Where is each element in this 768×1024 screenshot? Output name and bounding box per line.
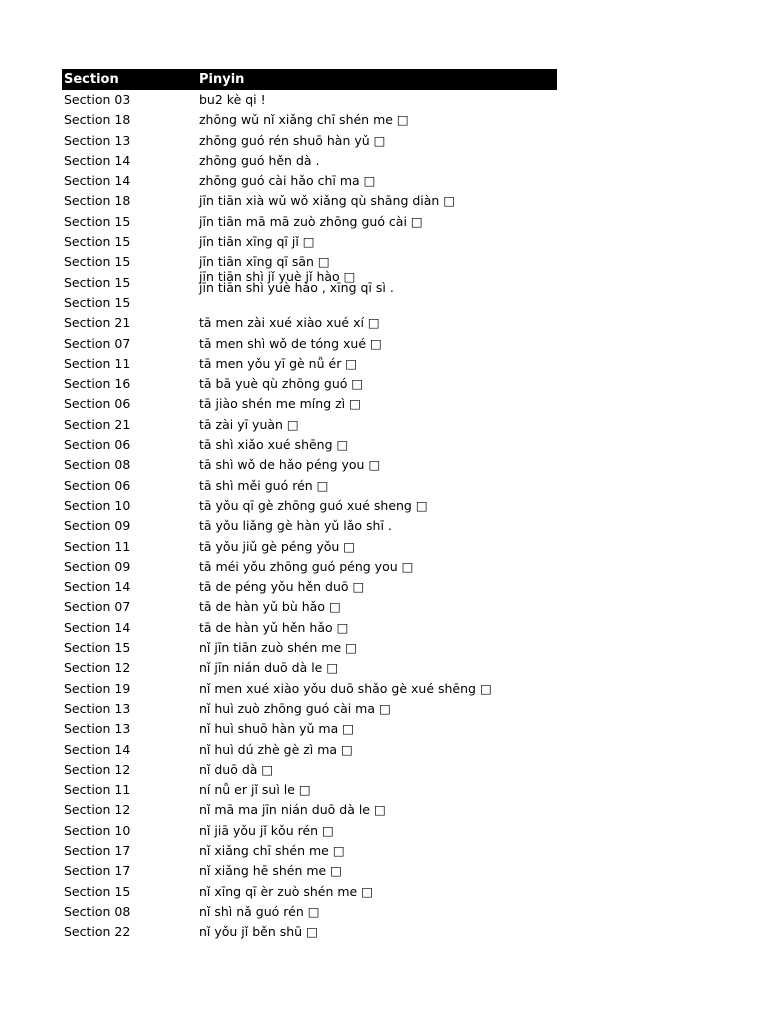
section-cell: Section 15 xyxy=(64,883,131,899)
table-row[interactable] xyxy=(62,171,557,191)
table-row[interactable] xyxy=(62,354,557,374)
section-cell: Section 14 xyxy=(64,152,131,168)
table-row[interactable] xyxy=(62,922,557,942)
table-row[interactable] xyxy=(62,780,557,800)
section-cell: Section 15 xyxy=(64,274,131,290)
table-row[interactable] xyxy=(62,597,557,617)
table-row[interactable] xyxy=(62,679,557,699)
section-column-header[interactable]: Section xyxy=(64,72,119,87)
section-cell: Section 11 xyxy=(64,782,131,798)
section-cell: Section 10 xyxy=(64,822,131,838)
table-row[interactable] xyxy=(62,699,557,719)
section-cell: Section 12 xyxy=(64,660,131,676)
pinyin-cell: nǐ mā ma jīn nián duō dà le □ xyxy=(199,802,386,818)
section-cell: Section 14 xyxy=(64,173,131,189)
pinyin-cell: tā bā yuè qù zhōng guó □ xyxy=(199,376,364,392)
table-row[interactable] xyxy=(62,334,557,354)
section-cell: Section 08 xyxy=(64,457,131,473)
section-cell: Section 13 xyxy=(64,700,131,716)
section-cell: Section 08 xyxy=(64,903,131,919)
pinyin-cell: jīn tiān shì yuè hào , xīng qī sì . xyxy=(199,279,394,295)
pinyin-cell: jīn tiān mā mā zuò zhōng guó cài □ xyxy=(199,213,423,229)
pinyin-cell: nǐ duō dà □ xyxy=(199,761,274,777)
table-row[interactable] xyxy=(62,577,557,597)
table-row[interactable] xyxy=(62,861,557,881)
pinyin-cell: tā men shì wǒ de tóng xué □ xyxy=(199,335,382,351)
section-cell: Section 15 xyxy=(64,213,131,229)
table-row[interactable] xyxy=(62,90,557,110)
pinyin-cell: tā jiào shén me míng zì □ xyxy=(199,396,361,412)
table-row[interactable] xyxy=(62,279,557,313)
pinyin-cell: nǐ men xué xiào yǒu duō shǎo gè xué shēng □ xyxy=(199,680,492,696)
section-cell: Section 07 xyxy=(64,335,131,351)
pinyin-cell: tā zài yī yuàn □ xyxy=(199,416,299,432)
table-row[interactable] xyxy=(62,455,557,475)
table-row[interactable] xyxy=(62,232,557,252)
pinyin-cell: tā yǒu jiǔ gè péng yǒu □ xyxy=(199,538,356,554)
section-cell: Section 06 xyxy=(64,437,131,453)
pinyin-cell: zhōng guó cài hǎo chī ma □ xyxy=(199,173,376,189)
pinyin-cell: tā méi yǒu zhōng guó péng you □ xyxy=(199,558,414,574)
section-cell: Section 15 xyxy=(64,294,131,310)
pinyin-cell: tā yǒu qī gè zhōng guó xué sheng □ xyxy=(199,497,428,513)
section-cell: Section 18 xyxy=(64,112,131,128)
table-row[interactable] xyxy=(62,496,557,516)
section-cell: Section 11 xyxy=(64,355,131,371)
table-row[interactable] xyxy=(62,476,557,496)
pinyin-cell: tā men yǒu yī gè nǚ ér □ xyxy=(199,355,358,371)
table-row[interactable] xyxy=(62,821,557,841)
table-row[interactable] xyxy=(62,557,557,577)
section-cell: Section 18 xyxy=(64,193,131,209)
section-cell: Section 22 xyxy=(64,924,131,940)
pinyin-cell: zhōng guó hěn dà . xyxy=(199,152,320,168)
section-cell: Section 12 xyxy=(64,802,131,818)
pinyin-cell: jīn tiān xià wǔ wǒ xiǎng qù shāng diàn □ xyxy=(199,193,456,209)
section-cell: Section 17 xyxy=(64,863,131,879)
section-cell: Section 21 xyxy=(64,416,131,432)
section-cell: Section 16 xyxy=(64,376,131,392)
section-cell: Section 09 xyxy=(64,518,131,534)
pinyin-cell: nǐ huì dú zhè gè zì ma □ xyxy=(199,741,353,757)
pinyin-cell: tā de hàn yǔ hěn hǎo □ xyxy=(199,619,349,635)
pinyin-cell: nǐ huì zuò zhōng guó cài ma □ xyxy=(199,700,391,716)
pinyin-column-header[interactable]: Pinyin xyxy=(199,72,245,87)
pinyin-cell: zhōng wǔ nǐ xiǎng chī shén me □ xyxy=(199,112,409,128)
section-cell: Section 21 xyxy=(64,315,131,331)
section-cell: Section 14 xyxy=(64,579,131,595)
section-cell: Section 15 xyxy=(64,254,131,270)
section-cell: Section 06 xyxy=(64,396,131,412)
section-cell: Section 06 xyxy=(64,477,131,493)
section-cell: Section 15 xyxy=(64,640,131,656)
pinyin-cell: nǐ xiǎng hē shén me □ xyxy=(199,863,342,879)
table-row[interactable] xyxy=(62,516,557,536)
pinyin-cell: tā shì měi guó rén □ xyxy=(199,477,329,493)
table-row[interactable] xyxy=(62,435,557,455)
table-row[interactable] xyxy=(62,658,557,678)
section-cell: Section 15 xyxy=(64,234,131,250)
table-row[interactable] xyxy=(62,151,557,171)
section-cell: Section 17 xyxy=(64,842,131,858)
section-cell: Section 13 xyxy=(64,721,131,737)
pinyin-cell: tā de hàn yǔ bù hǎo □ xyxy=(199,599,341,615)
pinyin-cell: zhōng guó rén shuō hàn yǔ □ xyxy=(199,132,386,148)
section-cell: Section 12 xyxy=(64,761,131,777)
section-cell: Section 14 xyxy=(64,741,131,757)
header-row xyxy=(62,69,557,90)
table-row[interactable] xyxy=(62,394,557,414)
pinyin-cell: nǐ jīn tiān zuò shén me □ xyxy=(199,640,357,656)
pinyin-cell: nǐ xīng qī èr zuò shén me □ xyxy=(199,883,374,899)
table-row[interactable] xyxy=(62,110,557,130)
table-row[interactable] xyxy=(62,212,557,232)
table-row[interactable] xyxy=(62,760,557,780)
table-row[interactable] xyxy=(62,191,557,211)
pinyin-cell: tā de péng yǒu hěn duō □ xyxy=(199,579,365,595)
section-cell: Section 11 xyxy=(64,538,131,554)
section-cell: Section 13 xyxy=(64,132,131,148)
pinyin-cell: jīn tiān xīng qī jǐ □ xyxy=(199,234,315,250)
section-cell: Section 09 xyxy=(64,558,131,574)
table-row[interactable] xyxy=(62,374,557,394)
table-row[interactable] xyxy=(62,719,557,739)
pinyin-cell: tā yǒu liǎng gè hàn yǔ lǎo shī . xyxy=(199,518,392,534)
pinyin-cell: nǐ yǒu jǐ běn shū □ xyxy=(199,924,318,940)
table-row[interactable] xyxy=(62,618,557,638)
section-cell: Section 10 xyxy=(64,497,131,513)
pinyin-cell: tā men zài xué xiào xué xí □ xyxy=(199,315,380,331)
pinyin-cell: jīn tiān shì jǐ yuè jǐ hào □ xyxy=(199,268,356,284)
pinyin-cell: ní nǚ er jǐ suì le □ xyxy=(199,782,311,798)
table-row[interactable] xyxy=(62,638,557,658)
table-row[interactable] xyxy=(62,882,557,902)
pinyin-cell: nǐ jiā yǒu jǐ kǒu rén □ xyxy=(199,822,334,838)
pinyin-cell: jīn tiān xīng qī sān □ xyxy=(199,254,330,270)
table-row[interactable] xyxy=(62,841,557,861)
pinyin-cell: nǐ jīn nián duō dà le □ xyxy=(199,660,339,676)
pinyin-cell: tā shì xiǎo xué shēng □ xyxy=(199,437,349,453)
pinyin-cell: nǐ huì shuō hàn yǔ ma □ xyxy=(199,721,355,737)
pinyin-cell: bu2 kè qi ! xyxy=(199,92,266,107)
table-row[interactable] xyxy=(62,537,557,557)
table-row[interactable] xyxy=(62,131,557,151)
table-row[interactable] xyxy=(62,902,557,922)
pinyin-cell: tā shì wǒ de hǎo péng you □ xyxy=(199,457,381,473)
section-cell: Section 03 xyxy=(64,92,131,107)
section-cell: Section 14 xyxy=(64,619,131,635)
section-cell: Section 07 xyxy=(64,599,131,615)
table-row[interactable] xyxy=(62,740,557,760)
pinyin-cell: nǐ shì nǎ guó rén □ xyxy=(199,903,320,919)
pinyin-cell: nǐ xiǎng chī shén me □ xyxy=(199,842,345,858)
section-cell: Section 19 xyxy=(64,680,131,696)
table-row[interactable] xyxy=(62,800,557,820)
table-row[interactable] xyxy=(62,313,557,333)
table-body xyxy=(62,90,557,942)
spreadsheet xyxy=(62,69,557,942)
table-row[interactable] xyxy=(62,415,557,435)
